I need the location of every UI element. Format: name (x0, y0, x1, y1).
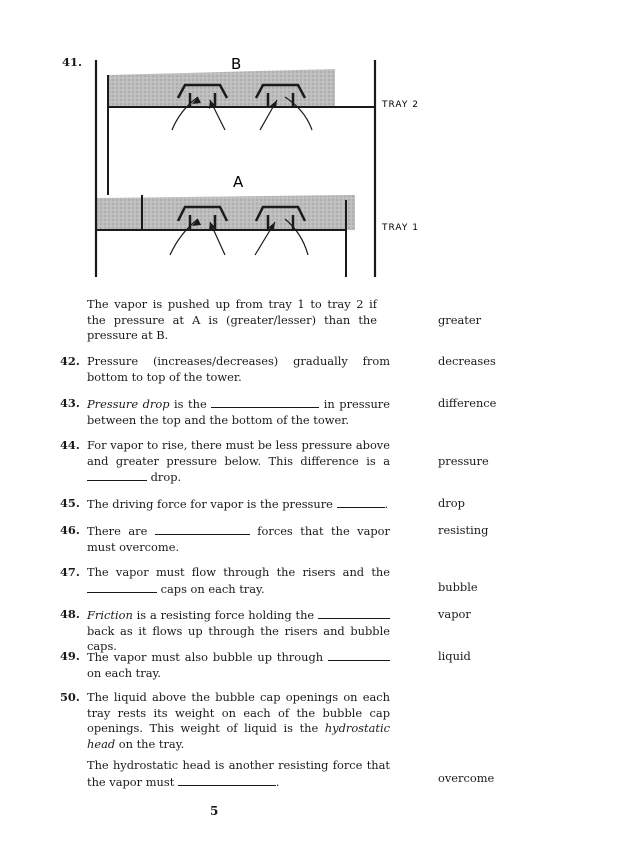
question-number-41: 41. (62, 55, 83, 69)
question-45 (60, 496, 390, 513)
tray2-label: TRAY 2 (382, 100, 419, 110)
question-text: Pressure (increases/decreases) gradually from bottom to top of the tower. (87, 354, 390, 384)
answer-50: overcome (438, 771, 495, 785)
answer-47: bubble (438, 580, 478, 594)
question-number: 43. (60, 396, 80, 410)
question-43 (60, 396, 390, 428)
answer-blank (337, 496, 385, 508)
tray1-label: TRAY 1 (382, 223, 419, 233)
question-text: Friction is a resisting force holding the back as it flows up through the risers and bubble caps. (87, 608, 390, 653)
answer-46: resisting (438, 523, 489, 537)
question-text: The liquid above the bubble cap openings on each tray rests its weight on each of the bubble cap openings. This weight of liquid is the hydrostatic head on the tray. (87, 690, 390, 751)
question-text: The vapor must also bubble up through on each tray. (87, 649, 390, 681)
answer-42: decreases (438, 354, 496, 368)
question-number: 48. (60, 607, 80, 621)
answer-blank (155, 523, 250, 535)
answer-43: difference (438, 396, 497, 410)
point-b-label: B (231, 55, 242, 73)
question-text-continued: The hydrostatic head is another resisting force that the vapor must . (87, 758, 390, 789)
question-number: 49. (60, 649, 80, 663)
question-number: 44. (60, 438, 80, 452)
question-number: 46. (60, 523, 80, 537)
question-text: For vapor to rise, there must be less pressure above and greater pressure below. This difference is a drop. (87, 438, 390, 484)
answer-blank (328, 649, 390, 661)
answer-blank (318, 607, 390, 619)
tray1-liquid (95, 195, 355, 230)
question-50 (60, 690, 390, 790)
question-text: The driving force for vapor is the pressure . (87, 497, 389, 511)
question-text: There are forces that the vapor must overcome. (87, 524, 390, 554)
question-49 (60, 649, 390, 681)
question-44 (60, 438, 390, 486)
question-41-text: The vapor is pushed up from tray 1 to tray 2 if the pressure at A is (greater/lesser) than the pressure at B. (87, 297, 377, 342)
point-a-label: A (233, 173, 244, 191)
answer-blank (87, 581, 157, 593)
answer-49: liquid (438, 649, 471, 663)
question-text: Pressure drop is the in pressure between the top and the bottom of the tower. (87, 397, 390, 427)
question-number: 45. (60, 496, 80, 510)
question-number: 50. (60, 690, 80, 704)
answer-44: pressure (438, 454, 489, 468)
answer-45: drop (438, 496, 465, 510)
answer-41: greater (438, 313, 482, 327)
question-text: The vapor must flow through the risers and the caps on each tray. (87, 565, 390, 596)
question-number: 47. (60, 565, 80, 579)
answer-blank (211, 396, 319, 408)
answer-blank (87, 469, 147, 481)
answer-blank (178, 774, 276, 786)
bubble-tray-diagram (80, 55, 440, 280)
page-number: 5 (210, 804, 219, 818)
question-48 (60, 607, 390, 655)
question-42 (60, 354, 390, 385)
question-number: 42. (60, 354, 80, 368)
question-46 (60, 523, 390, 555)
answer-48: vapor (438, 607, 471, 621)
question-47 (60, 565, 390, 597)
